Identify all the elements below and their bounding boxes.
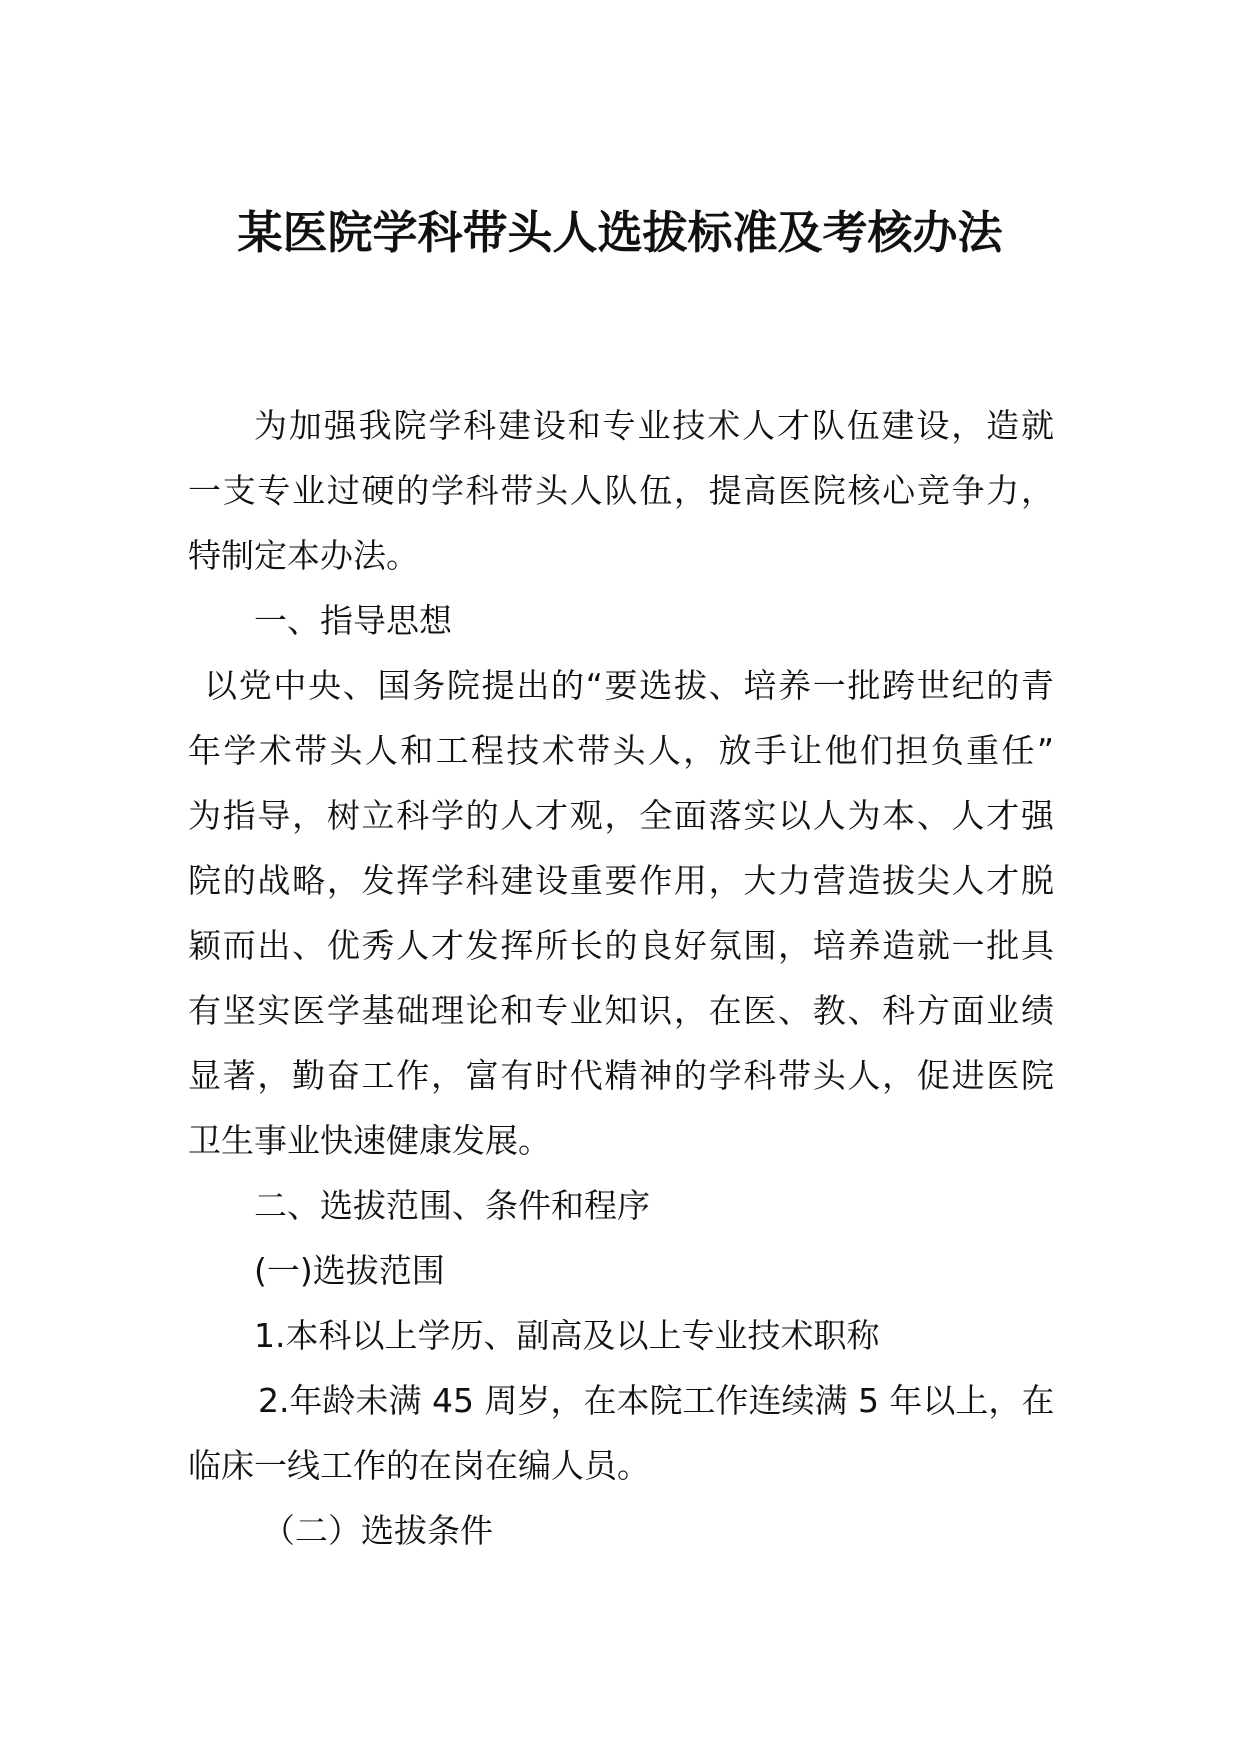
paragraph-line-11: 显著，勤奋工作，富有时代精神的学科带头人，促进医院 xyxy=(188,1056,1054,1095)
subsection-heading-1: (一)选拔范围 xyxy=(254,1251,445,1290)
paragraph-line-1: 为加强我院学科建设和专业技术人才队伍建设，造就 xyxy=(254,406,1054,445)
list-item-2-continued: 临床一线工作的在岗在编人员。 xyxy=(188,1446,650,1485)
paragraph-line-5: 以党中央、国务院提出的“要选拔、培养一批跨世纪的青 xyxy=(204,666,1054,705)
paragraph-line-12: 卫生事业快速健康发展。 xyxy=(188,1121,551,1160)
paragraph-line-2: 一支专业过硬的学科带头人队伍，提高医院核心竞争力， xyxy=(188,471,1054,510)
list-item-1: 1.本科以上学历、副高及以上专业技术职称 xyxy=(254,1316,880,1355)
paragraph-line-7: 为指导，树立科学的人才观，全面落实以人为本、人才强 xyxy=(188,796,1054,835)
paragraph-line-8: 院的战略，发挥学科建设重要作用，大力营造拔尖人才脱 xyxy=(188,861,1054,900)
paragraph-line-6: 年学术带头人和工程技术带头人，放手让他们担负重任” xyxy=(188,731,1054,770)
paragraph-line-9: 颖而出、优秀人才发挥所长的良好氛围，培养造就一批具 xyxy=(188,926,1054,965)
paragraph-line-3: 特制定本办法。 xyxy=(188,536,419,575)
document-title: 某医院学科带头人选拔标准及考核办法 xyxy=(237,206,1003,259)
paragraph-line-10: 有坚实医学基础理论和专业知识，在医、教、科方面业绩 xyxy=(188,991,1054,1030)
list-item-2: 2.年龄未满 45 周岁，在本院工作连续满 5 年以上，在 xyxy=(258,1381,1054,1420)
document-body xyxy=(188,393,1054,1563)
subsection-heading-2: （二）选拔条件 xyxy=(262,1511,493,1550)
section-heading-2: 二、选拔范围、条件和程序 xyxy=(254,1186,650,1225)
section-heading-1: 一、指导思想 xyxy=(254,601,452,640)
